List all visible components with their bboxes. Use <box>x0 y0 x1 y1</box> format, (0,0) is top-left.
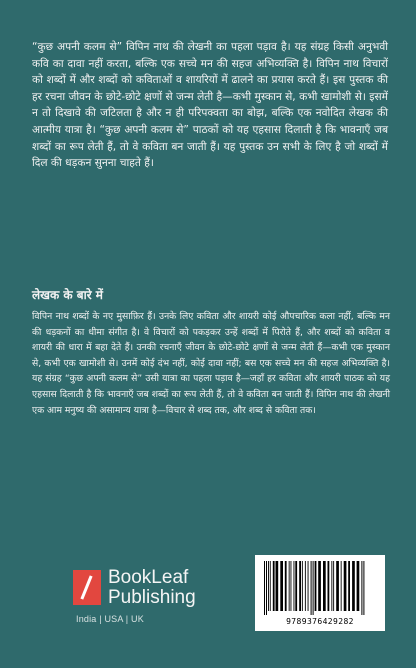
publisher-name <box>108 568 196 608</box>
isbn-barcode <box>255 555 385 631</box>
publisher-countries: India | USA | UK <box>76 614 144 624</box>
bookleaf-slash-logo-icon <box>73 570 101 605</box>
publisher-logo <box>73 568 196 608</box>
about-author-text: विपिन नाथ शब्दों के नए मुसाफ़िर हैं। उनके लिए कविता और शायरी कोई औपचारिक कला नहीं, बल्कि मन की धड़कनों का धीमा संगीत है। वे विचारों को पकड़कर उन्हें शब्दों में पिरोते हैं, और शब्दों को कविता व शायरी की धारा में बहा देते हैं। उनकी रचनाएँ जीवन के छोटे-छोटे क्षणों से जन्म लेती हैं—कभी एक मुस्कान से, कभी एक खामोशी से। उनमें कोई दंभ नहीं, कोई दावा नहीं; बस एक सच्चे मन की सहज अभिव्यक्ति है। यह संग्रह “कुछ अपनी कलम से” उसी यात्रा का पहला पड़ाव है—जहाँ हर कविता और शायरी पाठक को यह एहसास दिलाती है कि भावनाएँ जब शब्दों का रूप लेती हैं, तो वे कविता बन जाती हैं। विपिन नाथ की लेखनी एक आम मनुष्य की असामान्य यात्रा है—विचार से शब्द तक, और शब्द से कविता तक। <box>32 311 390 416</box>
back-cover-blurb: “कुछ अपनी कलम से” विपिन नाथ की लेखनी का पहला पड़ाव है। यह संग्रह किसी अनुभवी कवि का दावा नहीं करता, बल्कि एक सच्चे मन की सहज अभिव्यक्ति है। विपिन नाथ विचारों को शब्दों में और शब्दों को कविताओं व शायरियों में ढालने का प्रयास करते हैं। इस पुस्तक की हर रचना जीवन के छोटे-छोटे क्षणों से जन्म लेती है—कभी मुस्कान से, कभी खामोशी से। इसमें न तो दिखावे की जटिलता है और न ही परिपक्वता का बोझ, बल्कि एक नवोदित लेखक की आत्मीय यात्रा है। “कुछ अपनी कलम से” पाठकों को यह एहसास दिलाती है कि भावनाएँ जब शब्दों का रूप लेती हैं, तो वे कविता बन जाती हैं। यह पुस्तक उन सभी के लिए है जो शब्दों में दिल की धड़कन सुनना चाहते हैं। <box>32 41 388 170</box>
isbn-number: 9789376429282 <box>286 617 354 626</box>
publisher-name-line1: BookLeaf <box>108 567 189 588</box>
about-author-heading: लेखक के बारे में <box>32 288 103 302</box>
barcode-bars-icon <box>264 561 376 615</box>
publisher-name-line2: Publishing <box>108 587 196 608</box>
